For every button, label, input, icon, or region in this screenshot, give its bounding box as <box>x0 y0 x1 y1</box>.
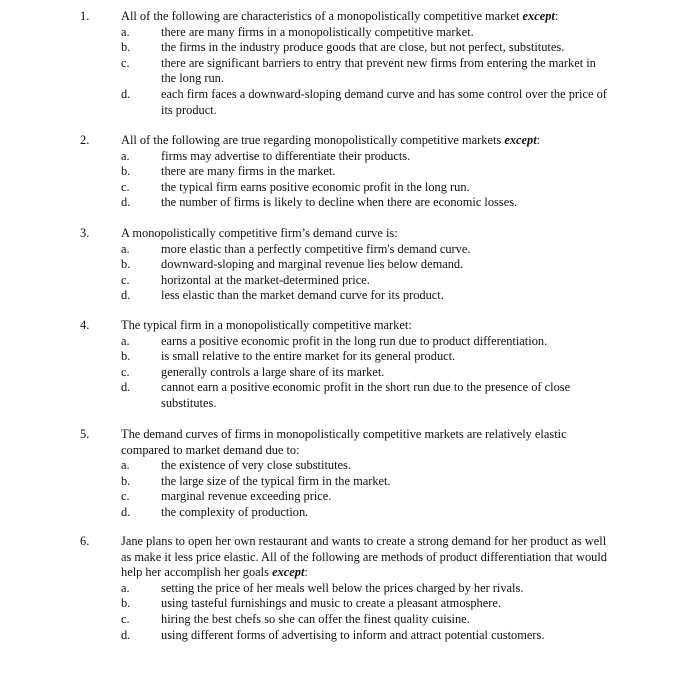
option-list <box>121 581 607 643</box>
stem-text: The demand curves of firms in monopolistically competitive markets are relatively elastic compared to market demand due to: <box>121 427 567 457</box>
option-letter: b. <box>121 473 131 488</box>
option-c <box>121 365 607 381</box>
option-a <box>121 25 607 41</box>
option-d <box>121 288 607 304</box>
stem-tail: : <box>536 133 541 147</box>
option-b <box>121 257 607 273</box>
option-c <box>121 180 607 196</box>
option-text: cannot earn a positive economic profit in the short run due to the presence of close substitutes. <box>161 380 571 410</box>
option-letter: c. <box>121 364 130 379</box>
option-a <box>121 242 607 258</box>
question-number: 1. <box>80 9 90 23</box>
option-letter: d. <box>121 627 131 642</box>
option-letter: c. <box>121 611 130 626</box>
option-text: marginal revenue exceeding price. <box>161 489 332 504</box>
option-text: the typical firm earns positive economic profit in the long run. <box>161 179 470 194</box>
option-list <box>121 334 607 412</box>
option-b <box>121 164 607 180</box>
stem-text: Jane plans to open her own restaurant and wants to create a strong demand for her product as well as make it less price elastic. All of the following are methods of product differentiation that would help her accomplish her goals <box>121 534 607 580</box>
question-body <box>121 318 607 412</box>
stem-tail: : <box>304 565 308 580</box>
option-d <box>121 87 607 118</box>
option-letter: d. <box>121 195 131 210</box>
question-stem <box>121 534 607 581</box>
option-text: there are many firms in the market. <box>161 164 336 179</box>
option-text: the large size of the typical firm in the market. <box>161 473 391 488</box>
option-c <box>121 612 607 628</box>
option-d <box>121 628 607 644</box>
option-text: earns a positive economic profit in the long run due to product differentiation. <box>161 333 548 348</box>
stem-text: All of the following are characteristics of a monopolistically competitive market <box>121 9 523 23</box>
question-stem <box>121 226 607 242</box>
option-a <box>121 334 607 350</box>
option-a <box>121 458 607 474</box>
option-text: there are significant barriers to entry that prevent new firms from entering the market in the long run. <box>161 55 596 86</box>
option-letter: a. <box>121 333 130 348</box>
option-text: the number of firms is likely to decline when there are economic losses. <box>161 195 518 210</box>
question-number: 6. <box>80 534 90 548</box>
option-text: hiring the best chefs so she can offer the finest quality cuisine. <box>161 611 470 626</box>
option-text: each firm faces a downward-sloping demand curve and has some control over the price of its product. <box>161 86 607 117</box>
question-number: 4. <box>80 318 90 332</box>
question-number: 5. <box>80 427 90 441</box>
option-text: setting the price of her meals well below the prices charged by her rivals. <box>161 580 524 595</box>
option-c <box>121 56 607 87</box>
option-text: the existence of very close substitutes. <box>161 458 351 473</box>
stem-emphasis: except <box>522 9 555 23</box>
option-b <box>121 474 607 490</box>
question-number: 2. <box>80 133 90 147</box>
option-a <box>121 581 607 597</box>
option-list <box>121 149 607 211</box>
stem-emphasis: except <box>504 133 537 147</box>
option-letter: a. <box>121 24 130 39</box>
option-letter: b. <box>121 596 131 611</box>
option-letter: a. <box>121 241 130 256</box>
option-text: firms may advertise to differentiate their products. <box>161 148 411 163</box>
option-text: the complexity of production. <box>161 504 309 519</box>
question-body <box>121 226 607 304</box>
option-text: there are many firms in a monopolistically competitive market. <box>161 24 474 39</box>
option-letter: d. <box>121 86 131 101</box>
question-body <box>121 534 607 643</box>
option-letter: b. <box>121 164 131 179</box>
option-letter: d. <box>121 288 131 303</box>
question-body <box>121 427 607 521</box>
option-letter: a. <box>121 148 130 163</box>
option-a <box>121 149 607 165</box>
option-letter: b. <box>121 257 131 272</box>
option-list <box>121 458 607 520</box>
question-body <box>121 133 607 211</box>
option-list <box>121 25 607 119</box>
option-text: more elastic than a perfectly competitive firm's demand curve. <box>161 241 471 256</box>
stem-text: A monopolistically competitive firm’s demand curve is: <box>121 226 398 240</box>
option-letter: d. <box>121 380 131 395</box>
option-letter: c. <box>121 179 130 194</box>
option-letter: b. <box>121 349 131 364</box>
stem-tail: : <box>554 9 559 23</box>
option-letter: c. <box>121 272 130 287</box>
option-text: using tasteful furnishings and music to create a pleasant atmosphere. <box>161 596 501 611</box>
question-stem <box>121 427 607 458</box>
option-c <box>121 489 607 505</box>
option-letter: b. <box>121 40 131 55</box>
question-stem <box>121 9 607 25</box>
option-text: downward-sloping and marginal revenue lies below demand. <box>161 257 464 272</box>
option-letter: c. <box>121 55 130 70</box>
option-b <box>121 349 607 365</box>
option-text: is small relative to the entire market for its general product. <box>161 349 456 364</box>
option-text: horizontal at the market-determined price. <box>161 272 370 287</box>
question-stem <box>121 133 607 149</box>
option-text: less elastic than the market demand curve for its product. <box>161 288 444 303</box>
question-body <box>121 9 607 118</box>
option-letter: a. <box>121 580 130 595</box>
option-d <box>121 195 607 211</box>
option-text: the firms in the industry produce goods that are close, but not perfect, substitutes. <box>161 40 565 55</box>
question-number: 3. <box>80 226 90 240</box>
option-list <box>121 242 607 304</box>
stem-emphasis: except <box>272 565 305 580</box>
option-b <box>121 40 607 56</box>
option-letter: a. <box>121 458 130 473</box>
option-text: generally controls a large share of its market. <box>161 364 385 379</box>
option-b <box>121 596 607 612</box>
option-letter: d. <box>121 504 131 519</box>
option-c <box>121 273 607 289</box>
option-d <box>121 505 607 521</box>
stem-text: All of the following are true regarding monopolistically competitive markets <box>121 133 505 147</box>
question-stem <box>121 318 607 334</box>
option-letter: c. <box>121 489 130 504</box>
option-text: using different forms of advertising to inform and attract potential customers. <box>161 627 545 642</box>
stem-text: The typical firm in a monopolistically competitive market: <box>121 318 412 332</box>
option-d <box>121 380 607 411</box>
